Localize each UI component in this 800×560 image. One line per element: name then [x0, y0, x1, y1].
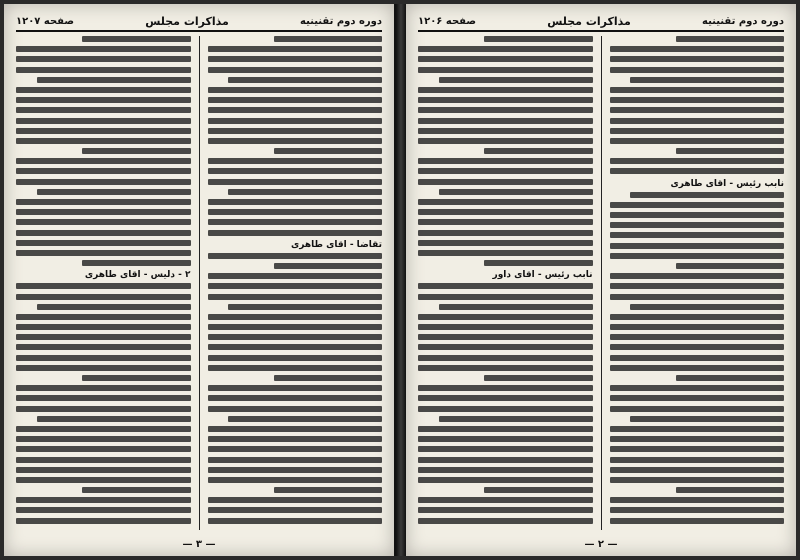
- text-line: [208, 334, 383, 340]
- text-line: [484, 148, 592, 154]
- text-line: [610, 253, 785, 259]
- text-line: [82, 148, 190, 154]
- text-line: [676, 487, 784, 493]
- text-line: [676, 375, 784, 381]
- text-line: [484, 487, 592, 493]
- text-line: [484, 375, 592, 381]
- text-line: [208, 457, 383, 463]
- text-line: [208, 46, 383, 52]
- text-line: [16, 138, 191, 144]
- text-line: [418, 406, 593, 412]
- text-line: [16, 467, 191, 473]
- text-line: [439, 416, 593, 422]
- text-line: [16, 314, 191, 320]
- text-line: [274, 487, 382, 493]
- text-line: [16, 128, 191, 134]
- text-line: [418, 426, 593, 432]
- left-page-column-left: [16, 36, 191, 530]
- text-line: [418, 138, 593, 144]
- text-line: [16, 518, 191, 524]
- left-header-page-number: صفحه ۱۲۰۷: [16, 15, 75, 27]
- text-line: [16, 87, 191, 93]
- text-line: [208, 56, 383, 62]
- text-line: [208, 158, 383, 164]
- text-line: [418, 118, 593, 124]
- text-line: [82, 375, 190, 381]
- text-line: [208, 395, 383, 401]
- text-line: [418, 56, 593, 62]
- text-line: [418, 344, 593, 350]
- text-line: [16, 179, 191, 185]
- text-line: [610, 202, 785, 208]
- text-line: [208, 385, 383, 391]
- text-line: [208, 497, 383, 503]
- text-line: [610, 107, 785, 113]
- right-page-columns: [418, 36, 784, 530]
- text-line: [208, 283, 383, 289]
- text-line: [208, 209, 383, 215]
- section-subheading: نابب رئيس - آقاى داور: [492, 270, 593, 281]
- text-line: [228, 304, 382, 310]
- text-line: [82, 36, 190, 42]
- text-line: [418, 446, 593, 452]
- text-line: [16, 507, 191, 513]
- text-line: [208, 406, 383, 412]
- text-line: [630, 192, 784, 198]
- text-line: [418, 518, 593, 524]
- text-line: [16, 294, 191, 300]
- section-subheading: تقاضا - آقاى طاهرى: [291, 239, 382, 250]
- text-line: [16, 395, 191, 401]
- text-line: [16, 46, 191, 52]
- text-line: [439, 304, 593, 310]
- text-line: [610, 232, 785, 238]
- text-line: [418, 324, 593, 330]
- text-line: [274, 36, 382, 42]
- text-line: [208, 118, 383, 124]
- text-line: [16, 324, 191, 330]
- text-line: [274, 263, 382, 269]
- text-line: [208, 446, 383, 452]
- text-line: [16, 240, 191, 246]
- text-line: [418, 168, 593, 174]
- text-line: [418, 314, 593, 320]
- text-line: [16, 446, 191, 452]
- text-line: [610, 158, 785, 164]
- text-line: [208, 87, 383, 93]
- text-line: [418, 179, 593, 185]
- text-line: [208, 518, 383, 524]
- text-line: [418, 334, 593, 340]
- text-line: [610, 56, 785, 62]
- text-line: [610, 168, 785, 174]
- text-line: [16, 219, 191, 225]
- text-line: [610, 314, 785, 320]
- text-line: [208, 253, 383, 259]
- column-divider: [601, 36, 602, 530]
- text-line: [208, 199, 383, 205]
- text-line: [16, 56, 191, 62]
- left-page-header: [16, 12, 382, 32]
- text-line: [37, 416, 191, 422]
- text-line: [610, 344, 785, 350]
- text-line: [418, 230, 593, 236]
- text-line: [610, 243, 785, 249]
- text-line: [208, 168, 383, 174]
- text-line: [418, 467, 593, 473]
- text-line: [418, 395, 593, 401]
- left-header-title: مذاكرات مجلس: [145, 14, 229, 28]
- text-line: [16, 477, 191, 483]
- text-line: [418, 507, 593, 513]
- text-line: [610, 426, 785, 432]
- text-line: [16, 158, 191, 164]
- text-line: [208, 128, 383, 134]
- text-line: [418, 436, 593, 442]
- text-line: [610, 446, 785, 452]
- text-line: [37, 77, 191, 83]
- text-line: [676, 263, 784, 269]
- text-line: [16, 385, 191, 391]
- left-page: [4, 4, 396, 556]
- right-page-folio: — ۲ —: [584, 539, 618, 550]
- text-line: [208, 477, 383, 483]
- text-line: [418, 250, 593, 256]
- text-line: [418, 283, 593, 289]
- text-line: [208, 294, 383, 300]
- text-line: [37, 189, 191, 195]
- text-line: [418, 128, 593, 134]
- book-gutter: [396, 4, 406, 556]
- text-line: [439, 77, 593, 83]
- left-page-folio: — ۳ —: [182, 539, 216, 550]
- text-line: [274, 148, 382, 154]
- text-line: [82, 260, 190, 266]
- text-line: [610, 212, 785, 218]
- text-line: [484, 260, 592, 266]
- text-line: [610, 518, 785, 524]
- text-line: [208, 314, 383, 320]
- text-line: [418, 385, 593, 391]
- text-line: [208, 179, 383, 185]
- text-line: [208, 507, 383, 513]
- right-page-column-left: [418, 36, 593, 530]
- text-line: [418, 365, 593, 371]
- text-line: [610, 385, 785, 391]
- text-line: [16, 97, 191, 103]
- text-line: [610, 294, 785, 300]
- right-page-column-right: [610, 36, 785, 530]
- text-line: [630, 304, 784, 310]
- column-divider: [199, 36, 200, 530]
- text-line: [16, 199, 191, 205]
- text-line: [418, 355, 593, 361]
- text-line: [418, 46, 593, 52]
- text-line: [208, 467, 383, 473]
- text-line: [418, 107, 593, 113]
- text-line: [16, 250, 191, 256]
- text-line: [630, 416, 784, 422]
- text-line: [208, 355, 383, 361]
- text-line: [16, 355, 191, 361]
- text-line: [418, 477, 593, 483]
- text-line: [610, 436, 785, 442]
- text-line: [610, 355, 785, 361]
- text-line: [16, 406, 191, 412]
- text-line: [610, 138, 785, 144]
- text-line: [418, 240, 593, 246]
- text-line: [610, 477, 785, 483]
- text-line: [274, 375, 382, 381]
- text-line: [484, 36, 592, 42]
- text-line: [676, 36, 784, 42]
- text-line: [418, 67, 593, 73]
- text-line: [610, 406, 785, 412]
- text-line: [16, 107, 191, 113]
- text-line: [16, 426, 191, 432]
- text-line: [610, 497, 785, 503]
- text-line: [610, 365, 785, 371]
- text-line: [610, 46, 785, 52]
- text-line: [16, 209, 191, 215]
- right-page-header: [418, 12, 784, 32]
- text-line: [208, 107, 383, 113]
- text-line: [16, 118, 191, 124]
- right-header-title: مذاكرات مجلس: [547, 14, 631, 28]
- text-line: [610, 97, 785, 103]
- text-line: [16, 436, 191, 442]
- text-line: [37, 304, 191, 310]
- text-line: [418, 209, 593, 215]
- text-line: [610, 128, 785, 134]
- text-line: [16, 497, 191, 503]
- text-line: [228, 77, 382, 83]
- text-line: [418, 294, 593, 300]
- text-line: [418, 158, 593, 164]
- text-line: [208, 97, 383, 103]
- text-line: [676, 148, 784, 154]
- text-line: [610, 273, 785, 279]
- text-line: [610, 507, 785, 513]
- right-page: [406, 4, 796, 556]
- text-line: [208, 426, 383, 432]
- text-line: [610, 222, 785, 228]
- text-line: [16, 283, 191, 289]
- text-line: [418, 199, 593, 205]
- right-header-volume: دوره دوم تقنينيه: [702, 15, 784, 27]
- text-line: [208, 365, 383, 371]
- text-line: [208, 436, 383, 442]
- left-page-columns: [16, 36, 382, 530]
- text-line: [418, 97, 593, 103]
- book-spread: [4, 4, 796, 556]
- text-line: [82, 487, 190, 493]
- text-line: [418, 497, 593, 503]
- text-line: [610, 324, 785, 330]
- section-subheading: نابب رئيس - آقاى طاهرى: [670, 178, 784, 189]
- text-line: [228, 189, 382, 195]
- text-line: [16, 334, 191, 340]
- text-line: [610, 395, 785, 401]
- text-line: [418, 219, 593, 225]
- left-header-volume: دوره دوم تقنينيه: [300, 15, 382, 27]
- text-line: [610, 87, 785, 93]
- text-line: [208, 344, 383, 350]
- text-line: [439, 189, 593, 195]
- text-line: [16, 67, 191, 73]
- text-line: [610, 283, 785, 289]
- text-line: [208, 230, 383, 236]
- right-header-page-number: صفحه ۱۲۰۶: [418, 15, 477, 27]
- text-line: [208, 324, 383, 330]
- text-line: [610, 467, 785, 473]
- text-line: [16, 344, 191, 350]
- text-line: [418, 457, 593, 463]
- text-line: [208, 273, 383, 279]
- section-subheading: ۲ - دليس - آقاى طاهرى: [84, 270, 191, 281]
- text-line: [16, 365, 191, 371]
- text-line: [16, 230, 191, 236]
- text-line: [208, 67, 383, 73]
- text-line: [208, 219, 383, 225]
- text-line: [630, 77, 784, 83]
- text-line: [610, 118, 785, 124]
- text-line: [418, 87, 593, 93]
- left-page-column-right: [208, 36, 383, 530]
- text-line: [228, 416, 382, 422]
- text-line: [16, 457, 191, 463]
- text-line: [16, 168, 191, 174]
- text-line: [610, 457, 785, 463]
- text-line: [610, 334, 785, 340]
- text-line: [610, 67, 785, 73]
- text-line: [208, 138, 383, 144]
